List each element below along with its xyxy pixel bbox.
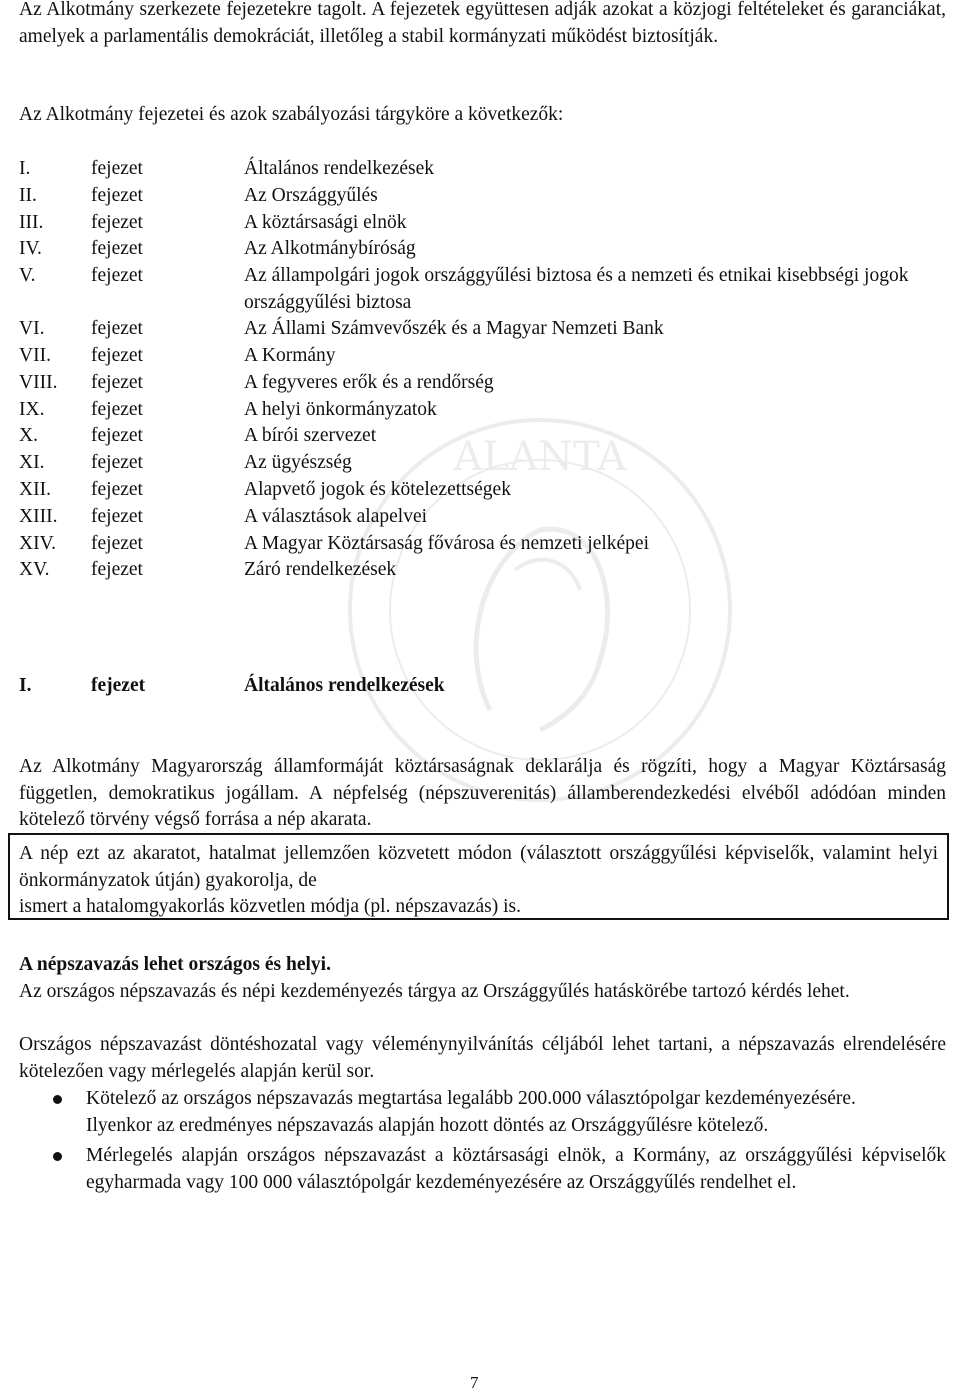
toc-lead: Az Alkotmány fejezetei és azok szabályozási tárgyköre a következők: [19, 104, 564, 125]
bullet-dot-icon [53, 1152, 62, 1161]
bullet-dot-icon [53, 1095, 62, 1104]
chapter-row [19, 370, 946, 397]
boxed-line-2: ismert a hatalomgyakorlás közvetlen módja (pl. népszavazás) is. [19, 896, 521, 917]
bullet-text: Mérlegelés alapján országos népszavazást a köztársasági elnök, a Kormány, az országgyűlési képviselők egyharmada vagy 100 000 választópolgár kezdeményezésére az Országgyűlés rendelhet el. [86, 1145, 946, 1193]
section-heading-word: fejezet [91, 675, 146, 696]
chapter-row [19, 236, 946, 263]
chapter-title: Záró rendelkezések [244, 559, 397, 581]
chapter-number: IX. [19, 398, 45, 420]
chapter-row [19, 210, 946, 237]
chapter-number: VII. [19, 344, 51, 366]
chapter-title: A választások alapelvei [244, 505, 428, 527]
chapter-number: XI. [19, 452, 45, 474]
chapter-word: fejezet [91, 211, 143, 233]
bullet-text: Kötelező az országos népszavazás megtartása legalább 200.000 választópolgar kezdeményezésére. [86, 1088, 856, 1109]
chapter-row [19, 343, 946, 370]
intro-paragraph: Az Alkotmány szerkezete fejezetekre tagolt. A fejezetek együttesen adják azokat a közjogi feltételeket és garanciákat, amelyek a parlamentális demokráciát, illetőleg a stabil kormányzati működést biztosítják. [19, 0, 946, 47]
chapter-word: fejezet [91, 158, 143, 179]
chapter-number: XIII. [19, 505, 58, 527]
chapter-number: X. [19, 425, 38, 447]
chapter-row [19, 450, 946, 477]
watermark-lettering: ALANTA [453, 434, 627, 480]
chapter-number: VI. [19, 318, 45, 340]
chapter-title: A helyi önkormányzatok [244, 398, 437, 420]
body-paragraph-1: Az Alkotmány Magyarország államformáját köztársaságnak deklarálja és rögzíti, hogy a Magyar Köztársaság független, demokratikus jogállam. A népfelség (népszuverenitás) államberendezkedési elvéből adódóan minden kötelező törvény végső forrása a nép akarata. [19, 756, 946, 830]
bullet-item [19, 1143, 946, 1196]
body-paragraph-2: Az országos népszavazás és népi kezdeményezés tárgya az Országgyűlés hatáskörébe tartozó kérdés lehet. [19, 981, 850, 1002]
body-paragraph-3: Országos népszavazást döntéshozatal vagy véleménynyilvánítás céljából lehet tartani, a népszavazás elrendelésére kötelezően vagy mérlegelés alapján kerül sor. [19, 1034, 946, 1082]
chapter-number: VIII. [19, 371, 58, 393]
chapter-row [19, 504, 946, 531]
bullet-list [19, 1086, 946, 1200]
chapter-title: Az Országgyűlés [244, 184, 378, 206]
chapter-word: fejezet [91, 344, 143, 366]
chapter-number: II. [19, 184, 37, 206]
chapter-list [19, 156, 946, 584]
chapter-row [19, 397, 946, 424]
chapter-number: XV. [19, 559, 50, 581]
chapter-title: Az állampolgári jogok országgyűlési biztosa és a nemzeti és etnikai kisebbségi jogok országgyűlési biztosa [244, 265, 909, 313]
chapter-title: Általános rendelkezések [244, 158, 435, 179]
chapter-word: fejezet [91, 505, 143, 527]
chapter-number: IV. [19, 238, 42, 260]
chapter-row [19, 263, 946, 316]
chapter-title: A Magyar Köztársaság fővárosa és nemzeti jelképei [244, 532, 650, 554]
chapter-title: A bírói szervezet [244, 425, 377, 447]
chapter-word: fejezet [91, 184, 143, 206]
chapter-word: fejezet [91, 559, 143, 581]
page-number: 7 [470, 1373, 479, 1392]
chapter-word: fejezet [91, 238, 143, 260]
chapter-row [19, 423, 946, 450]
chapter-title: A fegyveres erők és a rendőrség [244, 371, 494, 393]
boxed-note [8, 833, 949, 920]
chapter-title: Alapvető jogok és kötelezettségek [244, 478, 511, 500]
chapter-title: A köztársasági elnök [244, 211, 407, 233]
chapter-word: fejezet [91, 532, 143, 554]
chapter-row [19, 477, 946, 504]
chapter-number: III. [19, 211, 44, 233]
chapter-row [19, 531, 946, 558]
boxed-line-1: A nép ezt az akaratot, hatalmat jellemzően közvetett módon (választott országgyűlési képviselők, valamint helyi önkormányzatok útján) gyakorolja, de [19, 843, 938, 891]
chapter-word: fejezet [91, 425, 143, 447]
chapter-title: A Kormány [244, 344, 336, 366]
chapter-number: V. [19, 265, 36, 287]
chapter-number: XII. [19, 478, 51, 500]
chapter-row [19, 183, 946, 210]
chapter-word: fejezet [91, 265, 143, 287]
bullet-note: Ilyenkor az eredményes népszavazás alapján hozott döntés az Országgyűlésre kötelező. [86, 1114, 769, 1136]
section-heading-title: Általános rendelkezések [244, 675, 445, 696]
subheading: A népszavazás lehet országos és helyi. [19, 954, 331, 975]
chapter-word: fejezet [91, 318, 143, 340]
section-heading [19, 673, 445, 700]
chapter-row [19, 316, 946, 343]
chapter-number: I. [19, 158, 31, 179]
chapter-row [19, 557, 946, 584]
chapter-row [19, 156, 946, 183]
chapter-number: XIV. [19, 532, 57, 554]
chapter-word: fejezet [91, 371, 143, 393]
bullet-item [19, 1086, 946, 1139]
chapter-title: Az Alkotmánybíróság [244, 238, 416, 260]
chapter-word: fejezet [91, 452, 143, 474]
chapter-word: fejezet [91, 398, 143, 420]
chapter-word: fejezet [91, 478, 143, 500]
chapter-title: Az Állami Számvevőszék és a Magyar Nemzeti Bank [244, 318, 664, 340]
section-heading-number: I. [19, 675, 32, 696]
chapter-title: Az ügyészség [244, 452, 352, 474]
